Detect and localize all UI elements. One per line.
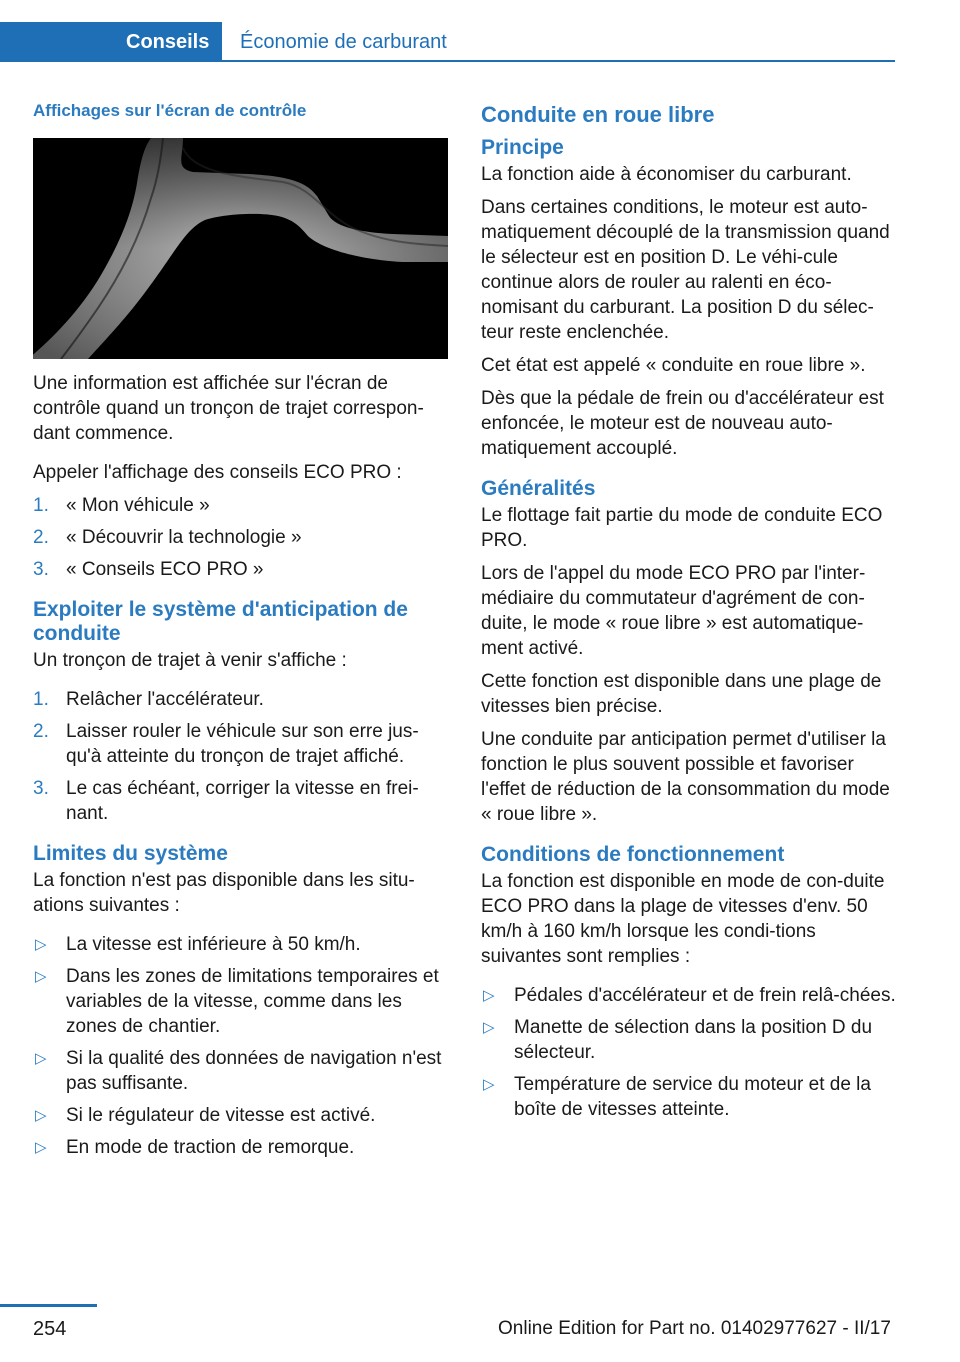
anticipation-paragraph: Un tronçon de trajet à venir s'affiche : <box>33 650 347 671</box>
heading-conditions: Conditions de fonctionnement <box>481 843 785 866</box>
intro-paragraph: Une information est affichée sur l'écran de contrôle quand un tronçon de trajet correspon‐dant commence. <box>33 373 424 444</box>
principle-paragraph-3: Cet état est appelé « conduite en roue libre ». <box>481 355 866 376</box>
list-item: 1. Relâcher l'accélérateur. <box>33 689 264 710</box>
heading-principle: Principe <box>481 136 564 159</box>
bullet-triangle-icon: ▷ <box>35 1107 47 1124</box>
heading-coasting: Conduite en roue libre <box>481 102 715 127</box>
page-number: 254 <box>33 1318 67 1340</box>
list-item: ▷ Si le régulateur de vitesse est activé. <box>35 1105 376 1126</box>
figure-caption-title: Affichages sur l'écran de contrôle <box>33 101 307 120</box>
list-item: ▷ Si la qualité des données de navigation n'est pas suffisante. <box>35 1048 442 1094</box>
footer-rule <box>0 1304 97 1307</box>
limits-paragraph: La fonction n'est pas disponible dans les situ‐ations suivantes : <box>33 870 415 916</box>
bullet-triangle-icon: ▷ <box>483 987 495 1004</box>
list-item: ▷ Température de service du moteur et de la boîte de vitesses atteinte. <box>483 1074 871 1120</box>
call-display-paragraph: Appeler l'affichage des conseils ECO PRO : <box>33 462 402 483</box>
conditions-paragraph: La fonction est disponible en mode de con‐duite ECO PRO dans la plage de vitesses d'env. 50 km/h à 160 km/h lorsque les condi‐tions suivantes sont remplies : <box>481 871 885 967</box>
heading-general: Généralités <box>481 477 596 500</box>
bullet-triangle-icon: ▷ <box>35 1050 47 1067</box>
list-item: 2. « Découvrir la technologie » <box>33 527 302 548</box>
list-item: 2. Laisser rouler le véhicule sur son erre jus‐qu'à atteinte du tronçon de trajet affiché. <box>33 721 419 767</box>
menu-steps-list <box>33 493 448 582</box>
bullet-triangle-icon: ▷ <box>483 1019 495 1036</box>
header-tab-conseils: Conseils <box>0 22 222 62</box>
general-paragraph-3: Cette fonction est disponible dans une plage de vitesses bien précise. <box>481 671 882 717</box>
page-header <box>0 22 895 62</box>
road-display-image <box>33 138 448 359</box>
bullet-triangle-icon: ▷ <box>35 1139 47 1156</box>
general-paragraph-4: Une conduite par anticipation permet d'utiliser la fonction le plus souvent possible et favoriser l'effet de réduction de la consommation du mode « roue libre ». <box>481 729 890 825</box>
action-steps-list <box>33 687 448 826</box>
right-column <box>481 100 896 1130</box>
heading-anticipation: Exploiter le système d'anticipation de conduite <box>33 598 408 645</box>
general-paragraph-1: Le flottage fait partie du mode de conduite ECO PRO. <box>481 505 883 551</box>
heading-limits: Limites du système <box>33 842 228 865</box>
header-rule <box>222 60 895 62</box>
bullet-triangle-icon: ▷ <box>35 936 47 953</box>
list-item: ▷ Dans les zones de limitations temporaires et variables de la vitesse, comme dans les zones de chantier. <box>35 966 439 1037</box>
bullet-triangle-icon: ▷ <box>483 1076 495 1093</box>
principle-paragraph-4: Dès que la pédale de frein ou d'accélérateur est enfoncée, le moteur est de nouveau auto‐matiquement accouplé. <box>481 388 884 459</box>
list-item: ▷ Pédales d'accélérateur et de frein relâ‐chées. <box>483 985 896 1006</box>
principle-paragraph-2: Dans certaines conditions, le moteur est auto‐matiquement découplé de la transmission quand le sélecteur est en position D. Le véhi‐cule continue alors de rouler au ralenti en éco‐nomisant du carburant. La position D du sélec‐teur reste enclenchée. <box>481 197 890 343</box>
road-illustration <box>33 138 448 359</box>
list-item: 3. Le cas échéant, corriger la vitesse en frei‐nant. <box>33 778 419 824</box>
edition-note: Online Edition for Part no. 01402977627 - II/17 <box>498 1318 891 1339</box>
list-item: 3. « Conseils ECO PRO » <box>33 559 264 580</box>
principle-paragraph-1: La fonction aide à économiser du carburant. <box>481 164 852 185</box>
limits-list <box>33 932 448 1160</box>
bullet-triangle-icon: ▷ <box>35 968 47 985</box>
list-item: ▷ La vitesse est inférieure à 50 km/h. <box>35 934 361 955</box>
left-column <box>33 100 448 1168</box>
header-section-title: Économie de carburant <box>240 31 447 53</box>
list-item: 1. « Mon véhicule » <box>33 495 210 516</box>
list-item: ▷ En mode de traction de remorque. <box>35 1137 355 1158</box>
list-item: ▷ Manette de sélection dans la position D du sélecteur. <box>483 1017 873 1063</box>
general-paragraph-2: Lors de l'appel du mode ECO PRO par l'inter‐médiaire du commutateur d'agrément de con‐duite, le mode « roue libre » est automatique‐ment activé. <box>481 563 866 659</box>
conditions-list <box>481 983 896 1122</box>
